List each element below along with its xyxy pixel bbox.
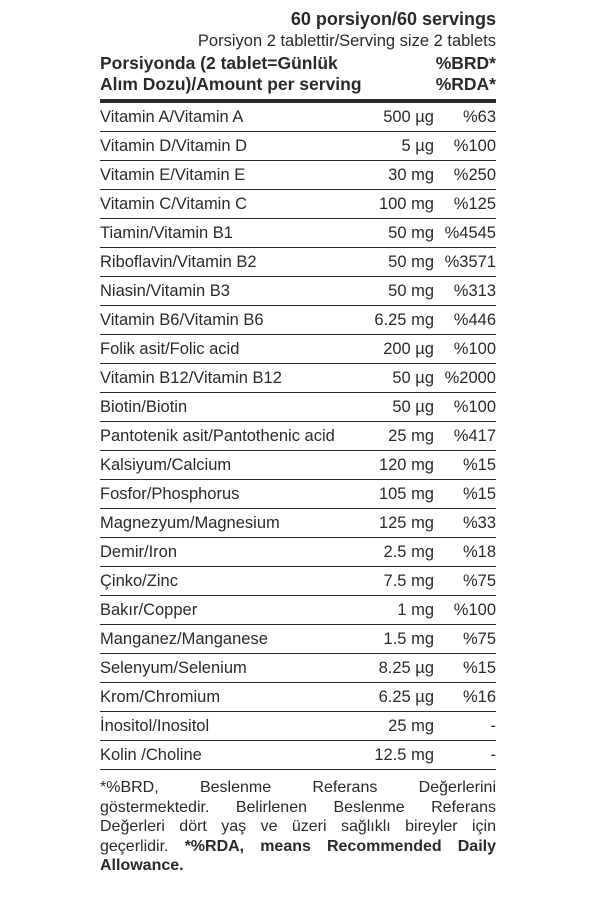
table-row xyxy=(100,248,496,277)
nutrient-percent: %100 xyxy=(453,136,496,155)
nutrient-amount: 50 mg xyxy=(388,252,434,271)
nutrient-percent: - xyxy=(490,716,496,735)
table-row xyxy=(100,654,496,683)
nutrient-name: Magnezyum/Magnesium xyxy=(100,513,280,532)
amount-header-line-1: Porsiyonda (2 tablet=Günlük xyxy=(100,53,338,73)
rda-header xyxy=(436,53,496,95)
nutrient-name: Niasin/Vitamin B3 xyxy=(100,281,230,300)
table-row xyxy=(100,103,496,132)
footnote-tr: *%BRD, Beslenme Referans Değerlerini göstermektedir. Belirlenen Beslenme Referans Değerleri dört yaş ve üzeri sağlıklı bireyler için geçerlidir. xyxy=(100,779,496,855)
nutrient-percent: %125 xyxy=(453,194,496,213)
table-row xyxy=(100,161,496,190)
nutrient-amount: 50 mg xyxy=(388,281,434,300)
nutrient-name: Kalsiyum/Calcium xyxy=(100,455,232,474)
nutrient-name: Biotin/Biotin xyxy=(100,397,188,416)
nutrient-percent: %100 xyxy=(453,339,496,358)
table-row xyxy=(100,219,496,248)
nutrient-percent: %33 xyxy=(462,513,496,532)
nutrient-name: Vitamin B6/Vitamin B6 xyxy=(100,310,264,329)
column-header xyxy=(100,53,496,95)
nutrient-name: Kolin /Choline xyxy=(100,745,202,764)
nutrient-amount: 2.5 mg xyxy=(383,542,434,561)
nutrient-percent: %18 xyxy=(462,542,496,561)
table-row xyxy=(100,422,496,451)
nutrient-name: Selenyum/Selenium xyxy=(100,658,247,677)
table-row xyxy=(100,683,496,712)
nutrient-name: Tiamin/Vitamin B1 xyxy=(100,223,233,242)
nutrient-percent: %417 xyxy=(453,426,496,445)
nutrient-amount: 105 mg xyxy=(378,484,434,503)
nutrient-name: Vitamin E/Vitamin E xyxy=(100,165,246,184)
nutrient-amount: 7.5 mg xyxy=(383,571,434,590)
table-row xyxy=(100,596,496,625)
nutrient-name: Folik asit/Folic acid xyxy=(100,339,240,358)
nutrient-name: Pantotenik asit/Pantothenic acid xyxy=(100,426,335,445)
nutrient-percent: %100 xyxy=(453,397,496,416)
nutrient-percent: %16 xyxy=(462,687,496,706)
table-row xyxy=(100,480,496,509)
table-row xyxy=(100,712,496,741)
table-row xyxy=(100,509,496,538)
nutrient-percent: %100 xyxy=(453,600,496,619)
servings-count: 60 porsiyon/60 servings xyxy=(290,9,496,29)
table-row xyxy=(100,335,496,364)
nutrient-name: Çinko/Zinc xyxy=(100,571,178,590)
table-row xyxy=(100,567,496,596)
nutrient-amount: 25 mg xyxy=(388,426,434,445)
table-row xyxy=(100,538,496,567)
nutrient-amount: 125 mg xyxy=(378,513,434,532)
nutrient-amount: 50 mg xyxy=(388,223,434,242)
nutrient-name: Vitamin A/Vitamin A xyxy=(100,107,244,126)
nutrient-name: Manganez/Manganese xyxy=(100,629,268,648)
table-row xyxy=(100,364,496,393)
table-row xyxy=(100,277,496,306)
nutrient-percent: - xyxy=(490,745,496,764)
nutrient-percent: %4545 xyxy=(444,223,496,242)
nutrient-percent: %15 xyxy=(462,658,496,677)
nutrient-name: İnositol/Inositol xyxy=(100,716,210,735)
footnote-en: *%RDA, means Recommended Daily Allowance. xyxy=(100,837,496,874)
brd-header: %BRD* xyxy=(435,53,496,73)
nutrient-name: Krom/Chromium xyxy=(100,687,221,706)
nutrient-amount: 30 mg xyxy=(388,165,434,184)
nutrient-amount: 500 µg xyxy=(383,107,434,126)
amount-header-line-2: Alım Dozu)/Amount per serving xyxy=(100,74,362,94)
nutrient-amount: 6.25 µg xyxy=(378,687,434,706)
serving-size: Porsiyon 2 tablettir/Serving size 2 tablets xyxy=(197,32,496,50)
amount-per-serving-header xyxy=(100,53,400,95)
nutrient-name: Riboflavin/Vitamin B2 xyxy=(100,252,257,271)
nutrient-amount: 12.5 mg xyxy=(374,745,434,764)
nutrient-amount: 8.25 µg xyxy=(378,658,434,677)
nutrient-percent: %15 xyxy=(462,484,496,503)
nutrient-table xyxy=(100,103,496,770)
footnote xyxy=(100,778,496,876)
nutrient-amount: 5 µg xyxy=(401,136,434,155)
nutrient-percent: %63 xyxy=(462,107,496,126)
rda-header-en: %RDA* xyxy=(435,74,496,94)
table-row xyxy=(100,741,496,770)
nutrient-name: Demir/Iron xyxy=(100,542,178,561)
table-row xyxy=(100,451,496,480)
nutrient-name: Bakır/Copper xyxy=(100,600,198,619)
nutrient-amount: 25 mg xyxy=(388,716,434,735)
nutrient-name: Vitamin C/Vitamin C xyxy=(100,194,248,213)
table-row xyxy=(100,306,496,335)
nutrient-percent: %250 xyxy=(453,165,496,184)
nutrient-amount: 50 µg xyxy=(392,397,434,416)
nutrient-percent: %2000 xyxy=(444,368,496,387)
table-row xyxy=(100,132,496,161)
nutrient-amount: 120 mg xyxy=(378,455,434,474)
nutrient-percent: %446 xyxy=(453,310,496,329)
nutrient-amount: 1 mg xyxy=(397,600,434,619)
nutrient-name: Vitamin D/Vitamin D xyxy=(100,136,248,155)
nutrient-percent: %75 xyxy=(462,571,496,590)
table-row xyxy=(100,625,496,654)
nutrient-amount: 200 µg xyxy=(383,339,434,358)
table-row xyxy=(100,393,496,422)
nutrient-percent: %313 xyxy=(453,281,496,300)
table-row xyxy=(100,190,496,219)
nutrient-name: Vitamin B12/Vitamin B12 xyxy=(100,368,282,387)
nutrient-percent: %75 xyxy=(462,629,496,648)
nutrient-amount: 6.25 mg xyxy=(374,310,434,329)
nutrient-name: Fosfor/Phosphorus xyxy=(100,484,240,503)
nutrient-percent: %15 xyxy=(462,455,496,474)
supplement-facts-panel xyxy=(100,8,496,876)
nutrient-amount: 50 µg xyxy=(392,368,434,387)
nutrient-percent: %3571 xyxy=(444,252,496,271)
nutrient-amount: 1.5 mg xyxy=(383,629,434,648)
nutrient-amount: 100 mg xyxy=(378,194,434,213)
